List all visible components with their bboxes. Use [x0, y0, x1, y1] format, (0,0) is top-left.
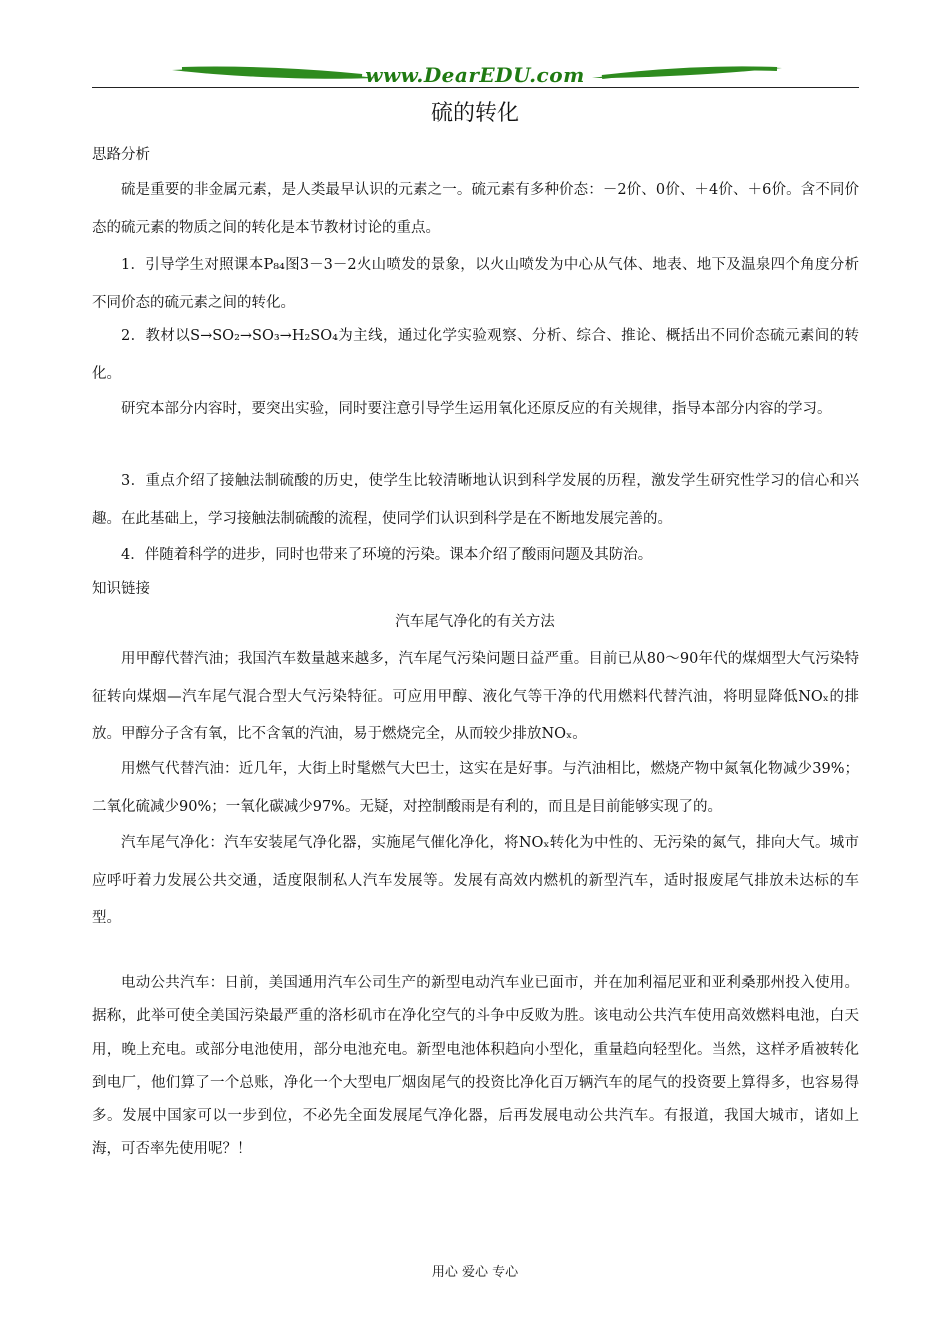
section-heading-links: 知识链接: [92, 581, 150, 597]
paragraph: 用甲醇代替汽油；我国汽车数量越来越多，汽车尾气污染问题日益严重。目前已从80～90年代的煤烟型大气污染特征转向煤烟—汽车尾气混合型大气污染特征。可应用甲醇、液化气等干净的代用燃料代替汽油，将明显降低NOₓ的排放。甲醇分子含有氧，比不含氧的汽油，易于燃烧完全，从而较少排放NOₓ。: [92, 651, 859, 742]
paragraph: 用燃气代替汽油：近几年，大街上时髦燃气大巴士，这实在是好事。与汽油相比，燃烧产物中氮氧化物减少39%；二氧化硫减少90%；一氧化碳减少97%。无疑，对控制酸雨是有利的，而且是目前能够实现了的。: [92, 761, 859, 815]
page-footer: 用心 爱心 专心: [431, 1265, 519, 1280]
header-divider: [92, 87, 859, 88]
document-title: 硫的转化: [430, 101, 519, 126]
paragraph: 汽车尾气净化：汽车安装尾气净化器，实施尾气催化净化，将NOₓ转化为中性的、无污染的氮气，排向大气。城市应呼吁着力发展公共交通，适度限制私人汽车发展等。发展有高效内燃机的新型汽车，适时报废尾气排放未达标的车型。: [92, 835, 859, 926]
paragraph: 4．伴随着科学的进步，同时也带来了环境的污染。课本介绍了酸雨问题及其防治。: [121, 547, 653, 563]
paragraph: 硫是重要的非金属元素，是人类最早认识的元素之一。硫元素有多种价态：－2价、0价、＋4价、＋6价。含不同价态的硫元素的物质之间的转化是本节教材讨论的重点。: [92, 182, 859, 236]
paragraph: 1．引导学生对照课本P₈₄图3－3－2火山喷发的景象，以火山喷发为中心从气体、地表、地下及温泉四个角度分析不同价态的硫元素之间的转化。: [92, 257, 859, 311]
paragraph: 电动公共汽车：日前，美国通用汽车公司生产的新型电动汽车业已面市，并在加利福尼亚和亚利桑那州投入使用。据称，此举可使全美国污染最严重的洛杉矶市在净化空气的斗争中反败为胜。该电动公共汽车使用高效燃料电池，白天用，晚上充电。或部分电池使用，部分电池充电。新型电池体积趋向小型化，重量趋向轻型化。当然，这样矛盾被转化到电厂，他们算了一个总账，净化一个大型电厂烟囱尾气的投资比净化百万辆汽车的尾气的投资要上算得多，也容易得多。发展中国家可以一步到位，不必先全面发展尾气净化器，后再发展电动公共汽车。有报道，我国大城市，诸如上海，可否率先使用呢？！: [92, 975, 859, 1158]
logo-text: www.DearEDU.com: [365, 63, 585, 87]
article-subtitle: 汽车尾气净化的有关方法: [395, 614, 555, 630]
section-heading-analysis: 思路分析: [92, 147, 150, 163]
paragraph: 2．教材以S→SO₂→SO₃→H₂SO₄为主线，通过化学实验观察、分析、综合、推论、概括出不同价态硫元素间的转化。: [92, 328, 859, 382]
paragraph: 研究本部分内容时，要突出实验，同时要注意引导学生运用氧化还原反应的有关规律，指导本部分内容的学习。: [121, 401, 832, 417]
paragraph: 3．重点介绍了接触法制硫酸的历史，使学生比较清晰地认识到科学发展的历程，激发学生研究性学习的信心和兴趣。在此基础上，学习接触法制硫酸的流程，使同学们认识到科学是在不断地发展完善的。: [92, 473, 859, 527]
